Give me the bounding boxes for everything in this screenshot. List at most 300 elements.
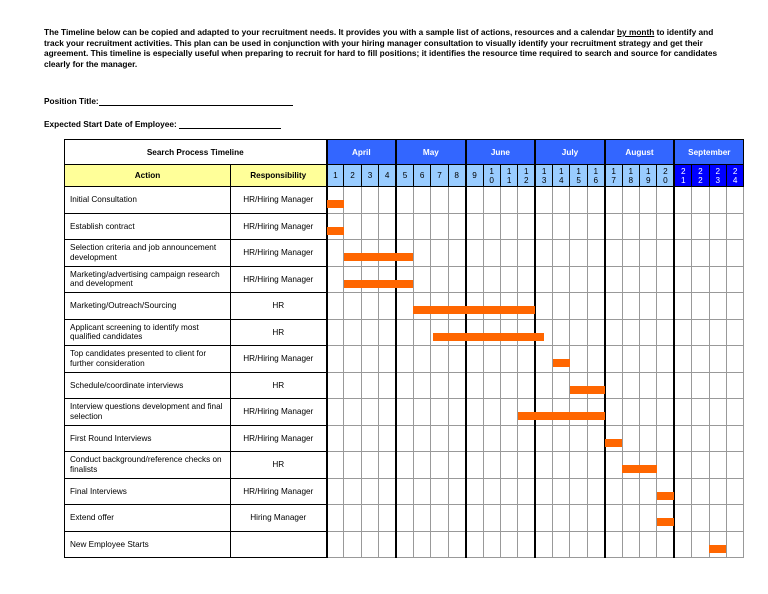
timeline-row [65,425,744,452]
week-cell [466,372,483,399]
week-cell [640,346,657,373]
week-cell [396,372,413,399]
week-cell [466,478,483,505]
action-cell: Applicant screening to identify most qualified candidates [65,319,231,346]
week-cell [344,399,361,426]
week-cell [483,425,500,452]
week-cell [535,452,552,479]
week-cell [692,319,709,346]
week-digit: 1 [558,166,564,176]
week-digit: 3 [541,175,547,185]
week-cell [500,399,517,426]
week-digit: 1 [506,175,512,185]
week-cell [535,372,552,399]
week-cell [709,346,726,373]
week-cell [327,372,344,399]
week-cell [413,372,430,399]
timeline-row [65,187,744,214]
week-cell [709,319,726,346]
week-cell [483,478,500,505]
week-cell [692,266,709,293]
week-cell [448,187,465,214]
week-cell [657,187,674,214]
action-cell: New Employee Starts [65,531,231,558]
week-cell [657,346,674,373]
week-cell [396,505,413,532]
week-cell [396,187,413,214]
week-digit: 5 [402,171,408,180]
week-cell [726,372,743,399]
week-cell [466,187,483,214]
week-cell [379,346,396,373]
week-cell [413,240,430,267]
week-cell [379,505,396,532]
week-cell [587,531,604,558]
week-cell [379,452,396,479]
week-cell [327,293,344,320]
week-cell [622,293,639,320]
week-cell [431,266,448,293]
week-cell [396,399,413,426]
week-cell [448,372,465,399]
week-cell [535,425,552,452]
week-cell [483,531,500,558]
week-digit: 1 [680,175,686,185]
week-cell [726,266,743,293]
week-cell [483,399,500,426]
week-cell [587,240,604,267]
week-cell [622,240,639,267]
week-cell [657,531,674,558]
week-cell [640,240,657,267]
start-date-label: Expected Start Date of Employee: [44,119,177,129]
responsibility-cell: HR/Hiring Manager [231,346,327,373]
week-cell [500,505,517,532]
week-cell [483,266,500,293]
week-digit: 1 [611,166,616,176]
timeline-row [65,478,744,505]
week-cell [361,425,378,452]
timeline-bar [344,253,414,261]
week-header-8 [448,165,465,187]
week-cell [709,240,726,267]
week-cell [570,319,587,346]
week-cell [674,399,691,426]
week-digit: 9 [472,171,477,180]
week-cell [553,240,570,267]
week-digit: 1 [593,166,599,176]
week-header-7 [431,165,448,187]
week-digit: 5 [576,175,581,185]
week-cell [500,452,517,479]
week-cell [466,399,483,426]
month-header-april: April [327,140,397,165]
week-cell [692,425,709,452]
week-cell [570,187,587,214]
position-title-field [44,96,293,106]
week-cell [500,372,517,399]
week-cell [500,531,517,558]
week-cell [379,531,396,558]
week-cell [500,213,517,240]
week-cell [674,478,691,505]
week-cell [692,346,709,373]
week-cell [553,425,570,452]
week-cell [726,452,743,479]
week-cell [692,399,709,426]
month-header-july: July [535,140,605,165]
position-title-line[interactable] [99,96,293,106]
week-digit: 0 [489,175,494,185]
week-cell [327,399,344,426]
week-cell [692,187,709,214]
week-cell [692,478,709,505]
week-cell [570,425,587,452]
timeline-bar [327,200,344,208]
week-cell [622,399,639,426]
week-header-18 [622,165,639,187]
week-header-20 [657,165,674,187]
week-header-11 [500,165,517,187]
week-header-15 [570,165,587,187]
week-header-23 [709,165,726,187]
week-cell [413,399,430,426]
week-cell [622,478,639,505]
week-cell [535,505,552,532]
action-cell: First Round Interviews [65,425,231,452]
week-cell [361,505,378,532]
week-cell [640,399,657,426]
week-cell [570,293,587,320]
week-cell [448,505,465,532]
week-cell [379,319,396,346]
week-cell [640,187,657,214]
week-cell [605,531,622,558]
week-cell [327,346,344,373]
week-cell [379,425,396,452]
week-cell [466,213,483,240]
week-cell [379,293,396,320]
timeline-bar [605,439,622,447]
week-cell [587,478,604,505]
week-cell [657,319,674,346]
week-cell [726,399,743,426]
week-cell [640,266,657,293]
week-cell [553,531,570,558]
week-cell [692,505,709,532]
week-cell [657,240,674,267]
responsibility-cell: HR [231,319,327,346]
month-header-august: August [605,140,675,165]
action-cell: Schedule/coordinate interviews [65,372,231,399]
week-cell [518,531,535,558]
week-digit: 0 [663,175,668,185]
week-header-21 [674,165,691,187]
timeline-bar [327,227,344,235]
week-cell [361,346,378,373]
week-cell [709,266,726,293]
week-cell [448,213,465,240]
week-cell [709,187,726,214]
action-cell: Marketing/advertising campaign research and development [65,266,231,293]
week-digit: 1 [489,166,494,176]
week-cell [327,266,344,293]
week-cell [379,372,396,399]
week-cell [413,266,430,293]
week-cell [657,293,674,320]
responsibility-cell: HR [231,372,327,399]
intro-text-a: The Timeline below can be copied and adapted to your recruitment needs. It provides you with a sample list of actions, resources and a calendar [44,27,617,37]
week-digit: 1 [541,166,547,176]
week-cell [553,478,570,505]
week-cell [553,319,570,346]
week-cell [396,531,413,558]
week-cell [674,425,691,452]
week-cell [570,266,587,293]
week-cell [379,478,396,505]
start-date-line[interactable] [179,119,281,129]
week-cell [622,346,639,373]
week-cell [431,240,448,267]
week-cell [361,452,378,479]
week-cell [466,531,483,558]
week-cell [379,213,396,240]
week-cell [431,346,448,373]
week-cell [553,187,570,214]
action-cell: Selection criteria and job announcement development [65,240,231,267]
responsibility-cell: HR/Hiring Manager [231,213,327,240]
week-cell [413,478,430,505]
timeline-bar [344,280,414,288]
week-cell [692,372,709,399]
week-digit: 1 [523,166,529,176]
week-cell [518,505,535,532]
week-cell [500,240,517,267]
week-cell [587,425,604,452]
timeline-row [65,531,744,558]
responsibility-cell: HR/Hiring Manager [231,425,327,452]
week-digit: 2 [698,175,703,185]
timeline-bar [413,306,535,314]
timeline-table [64,139,744,558]
week-cell [674,452,691,479]
week-cell [674,266,691,293]
week-header-4 [379,165,396,187]
timeline-row [65,399,744,426]
timeline-row [65,505,744,532]
week-digit: 2 [680,166,686,176]
week-digit: 4 [732,175,738,185]
week-cell [448,452,465,479]
week-digit: 3 [367,171,373,180]
week-cell [466,505,483,532]
week-cell [587,319,604,346]
week-cell [379,187,396,214]
week-cell [726,346,743,373]
week-cell [431,531,448,558]
month-header-june: June [466,140,536,165]
week-cell [622,505,639,532]
week-cell [466,452,483,479]
week-cell [622,187,639,214]
week-cell [674,505,691,532]
week-header-5 [396,165,413,187]
week-cell [344,293,361,320]
week-cell [674,293,691,320]
week-cell [709,452,726,479]
week-cell [396,425,413,452]
week-cell [518,478,535,505]
week-cell [674,240,691,267]
week-cell [622,531,639,558]
responsibility-cell: HR/Hiring Manager [231,478,327,505]
week-cell [640,531,657,558]
week-cell [344,213,361,240]
week-cell [587,293,604,320]
week-cell [726,319,743,346]
timeline-bar [709,545,726,553]
week-cell [657,425,674,452]
week-cell [622,372,639,399]
responsibility-cell: HR [231,452,327,479]
week-cell [692,213,709,240]
week-cell [587,266,604,293]
week-cell [500,346,517,373]
week-cell [709,213,726,240]
week-cell [657,372,674,399]
week-digit: 2 [732,166,738,176]
action-cell: Top candidates presented to client for further consideration [65,346,231,373]
week-header-22 [692,165,709,187]
intro-by-month: by month [616,27,655,37]
responsibility-cell: HR/Hiring Manager [231,187,327,214]
week-cell [396,346,413,373]
week-cell [587,213,604,240]
week-header-16 [587,165,604,187]
week-cell [535,213,552,240]
intro-text-b: to identify and track your recruitment activities. This plan can be used in conjunction with your hiring manager consultation to visually identify your recruitment strategy and get their agreement. This timeline is especially useful when preparing to recruit for hard to fill positions; it identifies the resource time required to search and source for candidates clearly for the manager. [44,27,718,69]
week-cell [483,187,500,214]
week-digit: 6 [593,175,599,185]
week-header-3 [361,165,378,187]
week-digit: 1 [333,171,338,180]
timeline-row [65,372,744,399]
week-cell [570,452,587,479]
week-cell [431,478,448,505]
week-cell [413,213,430,240]
timeline-bar [657,518,674,526]
action-cell: Final Interviews [65,478,231,505]
week-cell [327,240,344,267]
week-cell [605,266,622,293]
week-cell [726,187,743,214]
action-cell: Establish contract [65,213,231,240]
week-header-1 [327,165,344,187]
week-cell [483,505,500,532]
week-cell [431,372,448,399]
week-cell [605,319,622,346]
week-header-17 [605,165,622,187]
week-header-14 [553,165,570,187]
week-cell [692,240,709,267]
week-cell [657,266,674,293]
week-cell [518,213,535,240]
week-cell [344,346,361,373]
week-cell [466,240,483,267]
week-cell [361,319,378,346]
week-cell [344,531,361,558]
week-cell [361,293,378,320]
week-cell [622,319,639,346]
week-cell [709,293,726,320]
week-cell [570,240,587,267]
week-digit: 1 [576,166,581,176]
week-digit: 1 [628,166,634,176]
week-cell [413,346,430,373]
responsibility-cell: HR/Hiring Manager [231,266,327,293]
week-cell [570,531,587,558]
week-cell [327,531,344,558]
week-cell [535,240,552,267]
week-cell [622,425,639,452]
week-cell [448,399,465,426]
responsibility-cell [231,531,327,558]
week-cell [483,452,500,479]
week-cell [605,372,622,399]
timeline-bar [622,465,657,473]
week-header-19 [640,165,657,187]
week-cell [605,240,622,267]
week-cell [692,452,709,479]
week-cell [396,452,413,479]
week-cell [344,452,361,479]
action-cell: Extend offer [65,505,231,532]
week-cell [605,293,622,320]
week-header-6 [413,165,430,187]
week-cell [518,266,535,293]
week-cell [622,213,639,240]
week-cell [535,293,552,320]
timeline-title: Search Process Timeline [65,140,327,165]
week-cell [344,478,361,505]
week-digit: 4 [558,175,564,185]
week-cell [466,425,483,452]
week-cell [709,399,726,426]
week-cell [327,452,344,479]
week-cell [726,478,743,505]
week-header-12 [518,165,535,187]
timeline-row [65,293,744,320]
week-cell [361,187,378,214]
week-cell [500,187,517,214]
week-cell [500,478,517,505]
week-cell [361,399,378,426]
week-cell [413,452,430,479]
week-cell [605,187,622,214]
week-cell [431,213,448,240]
week-cell [466,346,483,373]
week-digit: 2 [663,166,668,176]
week-cell [431,505,448,532]
week-cell [726,531,743,558]
week-digit: 9 [645,175,651,185]
start-date-field [44,119,281,129]
week-cell [570,213,587,240]
week-cell [361,478,378,505]
week-cell [640,213,657,240]
month-header-september: September [674,140,744,165]
week-cell [327,425,344,452]
